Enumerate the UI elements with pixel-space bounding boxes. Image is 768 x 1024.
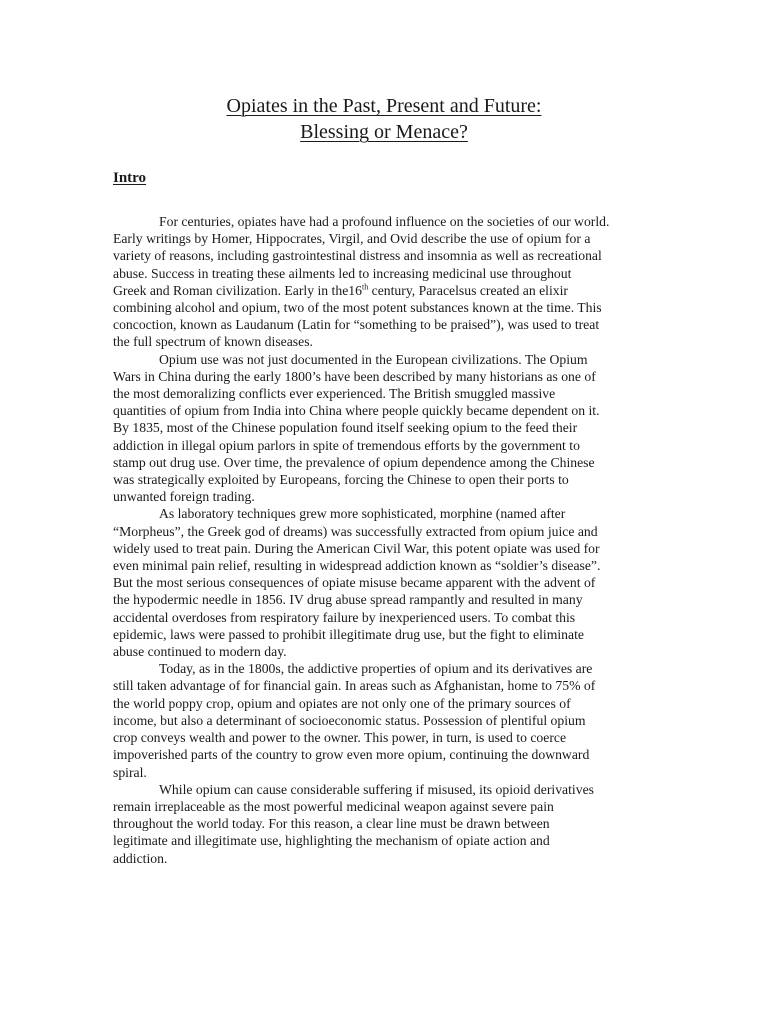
title-line-2: Blessing or Menace? [300, 121, 468, 143]
paragraph-1-part-a: For centuries, opiates have had a profound influence on the societies of our world. Early writings by Homer, Hippocrates, Virgil, and Ovid describe the use of opium for a variety of reasons, including gastrointestinal distress and insomnia as well as recreational abuse. Success in treating these ailments led to increasing medicinal use throughout Greek and Roman civilization. Early in the16 [113, 214, 610, 298]
paragraph-1 [113, 213, 657, 351]
title-line-1: Opiates in the Past, Present and Future: [226, 95, 542, 117]
body-text [113, 213, 657, 867]
section-heading-intro: Intro [113, 170, 147, 186]
paragraph-4: Today, as in the 1800s, the addictive properties of opium and its derivatives are still taken advantage of for financial gain. In areas such as Afghanistan, home to 75% of the world poppy crop, opium and opiates are not only one of the primary sources of income, but also a determinant of socioeconomic status. Possession of plentiful opium crop conveys wealth and power to the owner. This power, in turn, is used to coerce impoverished parts of the country to grow even more opium, continuing the downward spiral. [113, 661, 596, 780]
document-title [0, 93, 768, 145]
paragraph-3: As laboratory techniques grew more sophisticated, morphine (named after “Morpheus”, the Greek god of dreams) was successfully extracted from opium juice and widely used to treat pain. During the American Civil War, this potent opiate was used for even minimal pain relief, resulting in widespread addiction known as “soldier’s disease”. But the most serious consequences of opiate misuse became apparent with the advent of the hypodermic needle in 1856. IV drug abuse spread rampantly and resulted in many accidental overdoses from respiratory failure by inexperienced users. To combat this epidemic, laws were passed to prohibit illegitimate drug use, but the fight to eliminate abuse continued to modern day. [113, 506, 601, 660]
paragraph-5: While opium can cause considerable suffering if misused, its opioid derivatives remain irreplaceable as the most powerful medicinal weapon against severe pain throughout the world today. For this reason, a clear line must be drawn between legitimate and illegitimate use, highlighting the mechanism of opiate action and addiction. [113, 781, 594, 866]
paragraph-1-part-b: century, Paracelsus created an elixir combining alcohol and opium, two of the most potent substances known at the time. This concoction, known as Laudanum (Latin for “something to be praised”), was used to treat the full spectrum of known diseases. [113, 282, 602, 350]
ordinal-superscript: th [361, 282, 369, 292]
paragraph-2: Opium use was not just documented in the European civilizations. The Opium Wars in China during the early 1800’s have been described by many historians as one of the most demoralizing conflicts ever experienced. The British smuggled massive quantities of opium from India into China where people quickly became dependent on it. By 1835, most of the Chinese population found itself seeking opium to the feed their addiction in illegal opium parlors in spite of tremendous efforts by the government to stamp out drug use. Over time, the prevalence of opium dependence among the Chinese was strategically exploited by Europeans, forcing the Chinese to open their ports to unwanted foreign trading. [113, 351, 600, 505]
